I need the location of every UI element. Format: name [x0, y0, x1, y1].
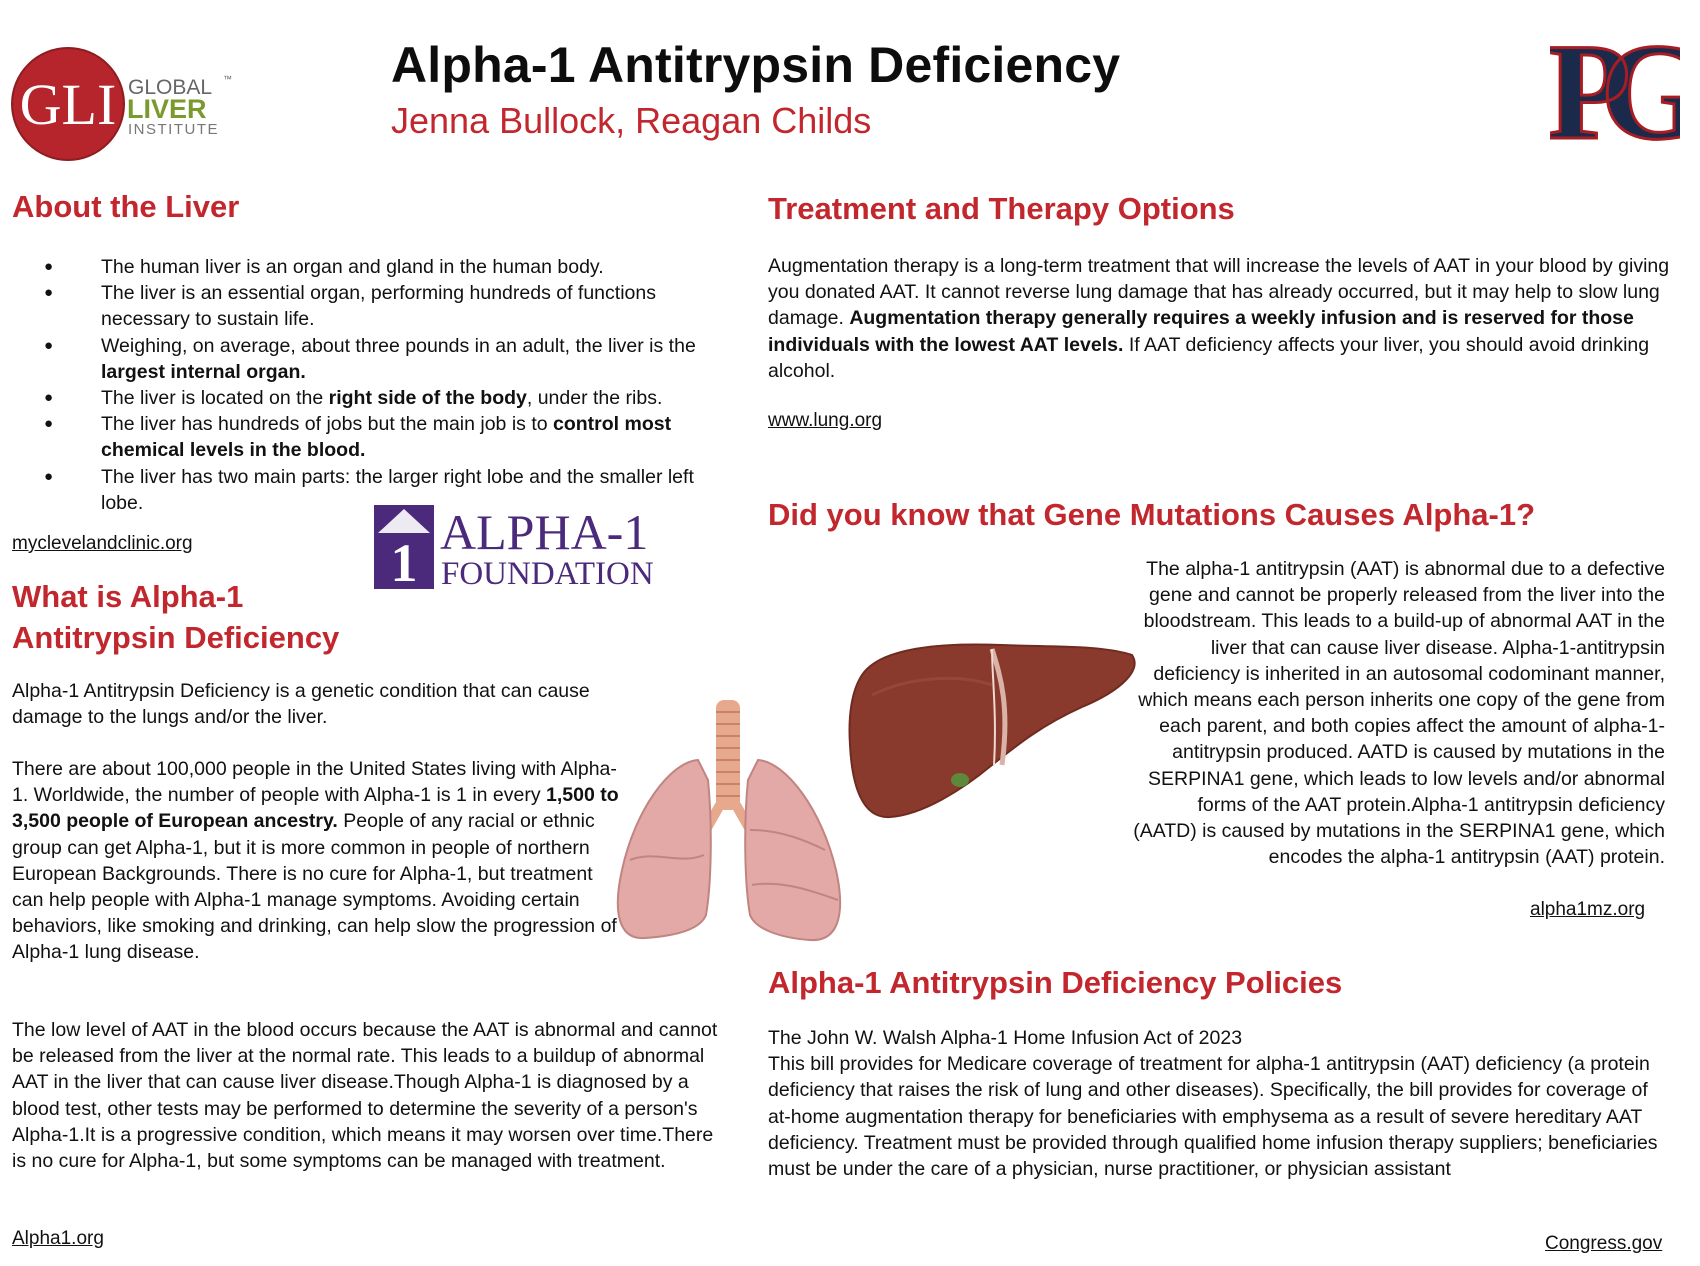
gene-mutations-paragraph: The alpha-1 antitrypsin (AAT) is abnormal due to a defective gene and cannot be properly released from the liver into the bloodstream. This leads to a build-up of abnormal AAT in the liver that can cause liver disease. Alpha-1-antitrypsin deficiency is inherited in an autosomal codominant manner, which means each person inherits one copy of the gene from each parent, and both copies affect the amount of alpha-1-antitrypsin produced. AATD is caused by mutations in the SERPINA1 gene, which leads to low levels and/or abnormal forms of the AAT protein.Alpha-1 antitrypsin deficiency (AATD) is caused by mutations in the SERPINA1 gene, which encodes the alpha-1 antitrypsin (AAT) protein. — [760, 556, 1665, 876]
what-is-paragraph-3: The low level of AAT in the blood occurs because the AAT is abnormal and cannot be released from the liver at the normal rate. This leads to a buildup of abnormal AAT in the liver that can cause liver disease.Though Alpha-1 is diagnosed by a blood test, other tests may be performed to determine the severity of a person's Alpha-1.It is a progressive condition, which means it may worsen over time.There is no cure for Alpha-1, but some symptoms can be managed with treatment. — [12, 1019, 718, 1173]
list-item: ● The liver has hundreds of jobs but the main job is to control most chemical levels in the blood. — [12, 411, 732, 463]
alpha-1-foundation-logo — [374, 505, 694, 589]
list-item: ● The liver is located on the right side of the body, under the ribs. — [12, 385, 732, 411]
source-link-alpha1org[interactable]: Alpha1.org — [12, 1228, 104, 1249]
treatment-heading: Treatment and Therapy Options — [768, 191, 1235, 226]
about-liver-list — [12, 254, 732, 516]
source-link-cleveland[interactable]: myclevelandclinic.org — [12, 533, 193, 554]
authors: Jenna Bullock, Reagan Childs — [391, 100, 872, 141]
list-item: ● The liver is an essential organ, performing hundreds of functions necessary to sustain life. — [12, 280, 732, 332]
list-item: ● Weighing, on average, about three pounds in an adult, the liver is the largest internal organ. — [12, 333, 732, 385]
source-link-alpha1mz[interactable]: alpha1mz.org — [1530, 899, 1646, 920]
list-item: ● The liver has two main parts: the larger right lobe and the smaller left lobe. — [12, 464, 732, 516]
source-link-lung[interactable]: www.lung.org — [768, 410, 883, 431]
pg-mark: PG — [1550, 16, 1678, 161]
treatment-paragraph: Augmentation therapy is a long-term treatment that will increase the levels of AAT in your blood by giving you donated AAT. It cannot reverse lung damage that has already occurred, but it may help to slow lung damage. Augmentation therapy generally requires a weekly infusion and is reserved for those individuals with the lowest AAT levels. If AAT deficiency affects your liver, you should avoid drinking alcohol. — [768, 255, 1670, 382]
policy-act-title: The John W. Walsh Alpha-1 Home Infusion Act of 2023 — [768, 1027, 1243, 1049]
liver-illustration — [842, 635, 1142, 825]
page-title: Alpha-1 Antitrypsin Deficiency — [391, 37, 1121, 93]
policies-heading: Alpha-1 Antitrypsin Deficiency Policies — [768, 965, 1343, 1000]
gli-institute: INSTITUTE — [128, 121, 219, 138]
pg-logo — [1550, 16, 1680, 161]
a1-line2: FOUNDATION — [441, 556, 654, 589]
gli-mark: GLI — [19, 72, 117, 137]
what-is-alpha1-heading: What is Alpha-1 Antitrypsin Deficiency — [12, 579, 340, 655]
source-link-congress[interactable]: Congress.gov — [1545, 1233, 1663, 1254]
about-liver-heading: About the Liver — [12, 189, 240, 224]
what-is-paragraph-2: There are about 100,000 people in the United States living with Alpha-1. Worldwide, the number of people with Alpha-1 is 1 in every 1,500 to 3,500 people of European ancestry. People of any racial or ethnic group can get Alpha-1, but it is more common in people of northern European Backgrounds. There is no cure for Alpha-1, but treatment can help people with Alpha-1 manage symptoms. Avoiding certain behaviors, like smoking and drinking, can help slow the progression of Alpha-1 lung disease. — [12, 758, 619, 964]
gli-liver: LIVER — [127, 94, 207, 124]
gli-tm: ™ — [223, 74, 232, 84]
gene-mutations-heading: Did you know that Gene Mutations Causes Alpha-1? — [768, 497, 1536, 532]
list-item: ● The human liver is an organ and gland in the human body. — [12, 254, 732, 280]
policies-paragraph — [768, 1025, 1673, 1182]
global-liver-institute-logo — [10, 46, 240, 166]
what-is-paragraph-1: Alpha-1 Antitrypsin Deficiency is a genetic condition that can cause damage to the lungs and/or the liver. — [12, 680, 590, 729]
policy-text: This bill provides for Medicare coverage of treatment for alpha-1 antitrypsin (AAT) deficiency (a protein deficiency that raises the risk of lung and other diseases). Specifically, the bill provides for coverage of at-home augmentation therapy for beneficiaries with emphysema as a result of severe hereditary AAT deficiency. Treatment must be provided through qualified home infusion therapy suppliers; beneficiaries must be under the care of a physician, nurse practitioner, or physician assistant — [768, 1053, 1658, 1181]
a1-line1: ALPHA-1 — [440, 505, 649, 560]
gli-global: GLOBAL — [128, 76, 213, 99]
a1-numeral: 1 — [390, 533, 418, 589]
